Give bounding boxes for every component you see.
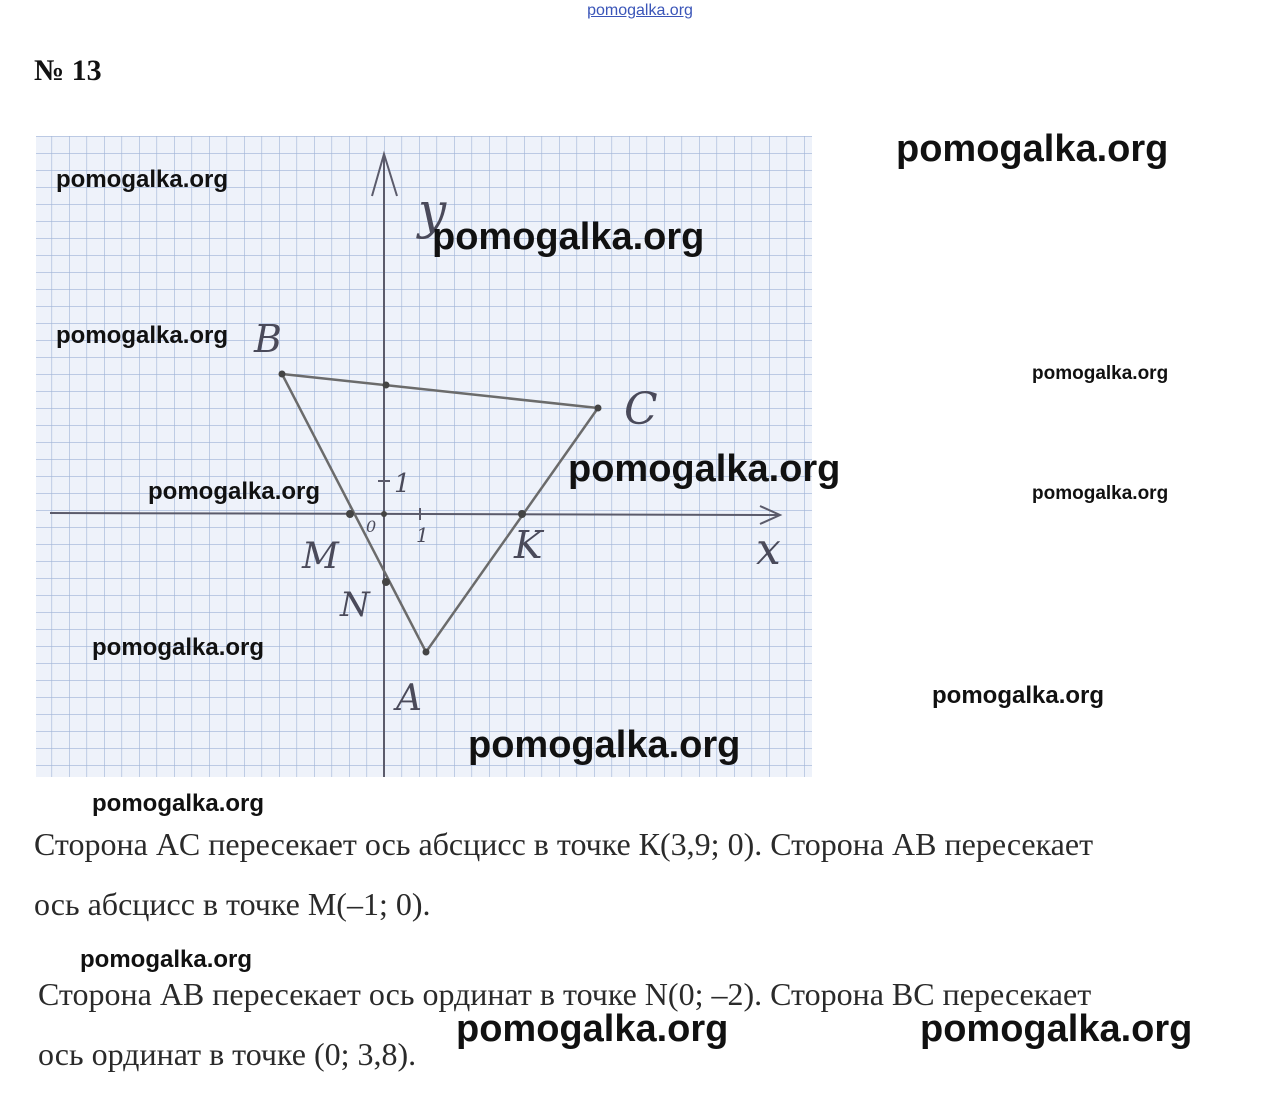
- point-m: [346, 510, 354, 518]
- site-link[interactable]: pomogalka.org: [587, 2, 693, 19]
- origin-label: 0: [366, 517, 377, 536]
- label-k: K: [514, 523, 543, 567]
- watermark: pomogalka.org: [432, 216, 705, 258]
- x-axis-label: x: [756, 524, 781, 575]
- watermark: pomogalka.org: [568, 448, 841, 490]
- watermark: pomogalka.org: [92, 790, 265, 817]
- watermark: pomogalka.org: [932, 682, 1105, 709]
- solution-paragraph-1: [34, 814, 1234, 934]
- point-n: [382, 578, 390, 586]
- point-k: [518, 510, 526, 518]
- paragraph-2-line-1: Сторона AB пересекает ось ординат в точке N(0; –2). Сторона BC пересекает: [38, 976, 1092, 1012]
- paragraph-1-line-2: ось абсцисс в точке М(–1; 0).: [34, 886, 431, 922]
- watermark: pomogalka.org: [896, 128, 1169, 170]
- watermark: pomogalka.org: [1032, 483, 1169, 504]
- point-bc-y-intersection: [383, 382, 390, 389]
- x-tick-label: 1: [416, 523, 429, 547]
- label-n: N: [340, 585, 370, 625]
- y-tick-label: 1: [394, 469, 411, 499]
- watermark: pomogalka.org: [92, 634, 265, 661]
- label-b: B: [254, 317, 282, 361]
- point-c: [595, 405, 602, 412]
- watermark: pomogalka.org: [80, 946, 253, 973]
- label-a: A: [396, 678, 422, 719]
- origin-point: [381, 511, 387, 517]
- watermark: pomogalka.org: [148, 478, 321, 505]
- watermark: pomogalka.org: [456, 1008, 729, 1050]
- paragraph-2-line-2: ось ординат в точке (0; 3,8).: [38, 1036, 417, 1072]
- watermark: pomogalka.org: [56, 322, 229, 349]
- task-number: № 13: [34, 54, 102, 87]
- point-b: [279, 371, 286, 378]
- watermark: pomogalka.org: [468, 724, 741, 766]
- watermark: pomogalka.org: [56, 166, 229, 193]
- label-m: M: [302, 536, 339, 577]
- watermark: pomogalka.org: [920, 1008, 1193, 1050]
- watermark: pomogalka.org: [1032, 363, 1169, 384]
- label-c: C: [624, 384, 658, 435]
- point-a: [423, 649, 430, 656]
- paragraph-1-line-1: Сторона AC пересекает ось абсцисс в точке К(3,9; 0). Сторона AB пересекает: [34, 826, 1094, 862]
- y-axis-label: y: [418, 182, 447, 240]
